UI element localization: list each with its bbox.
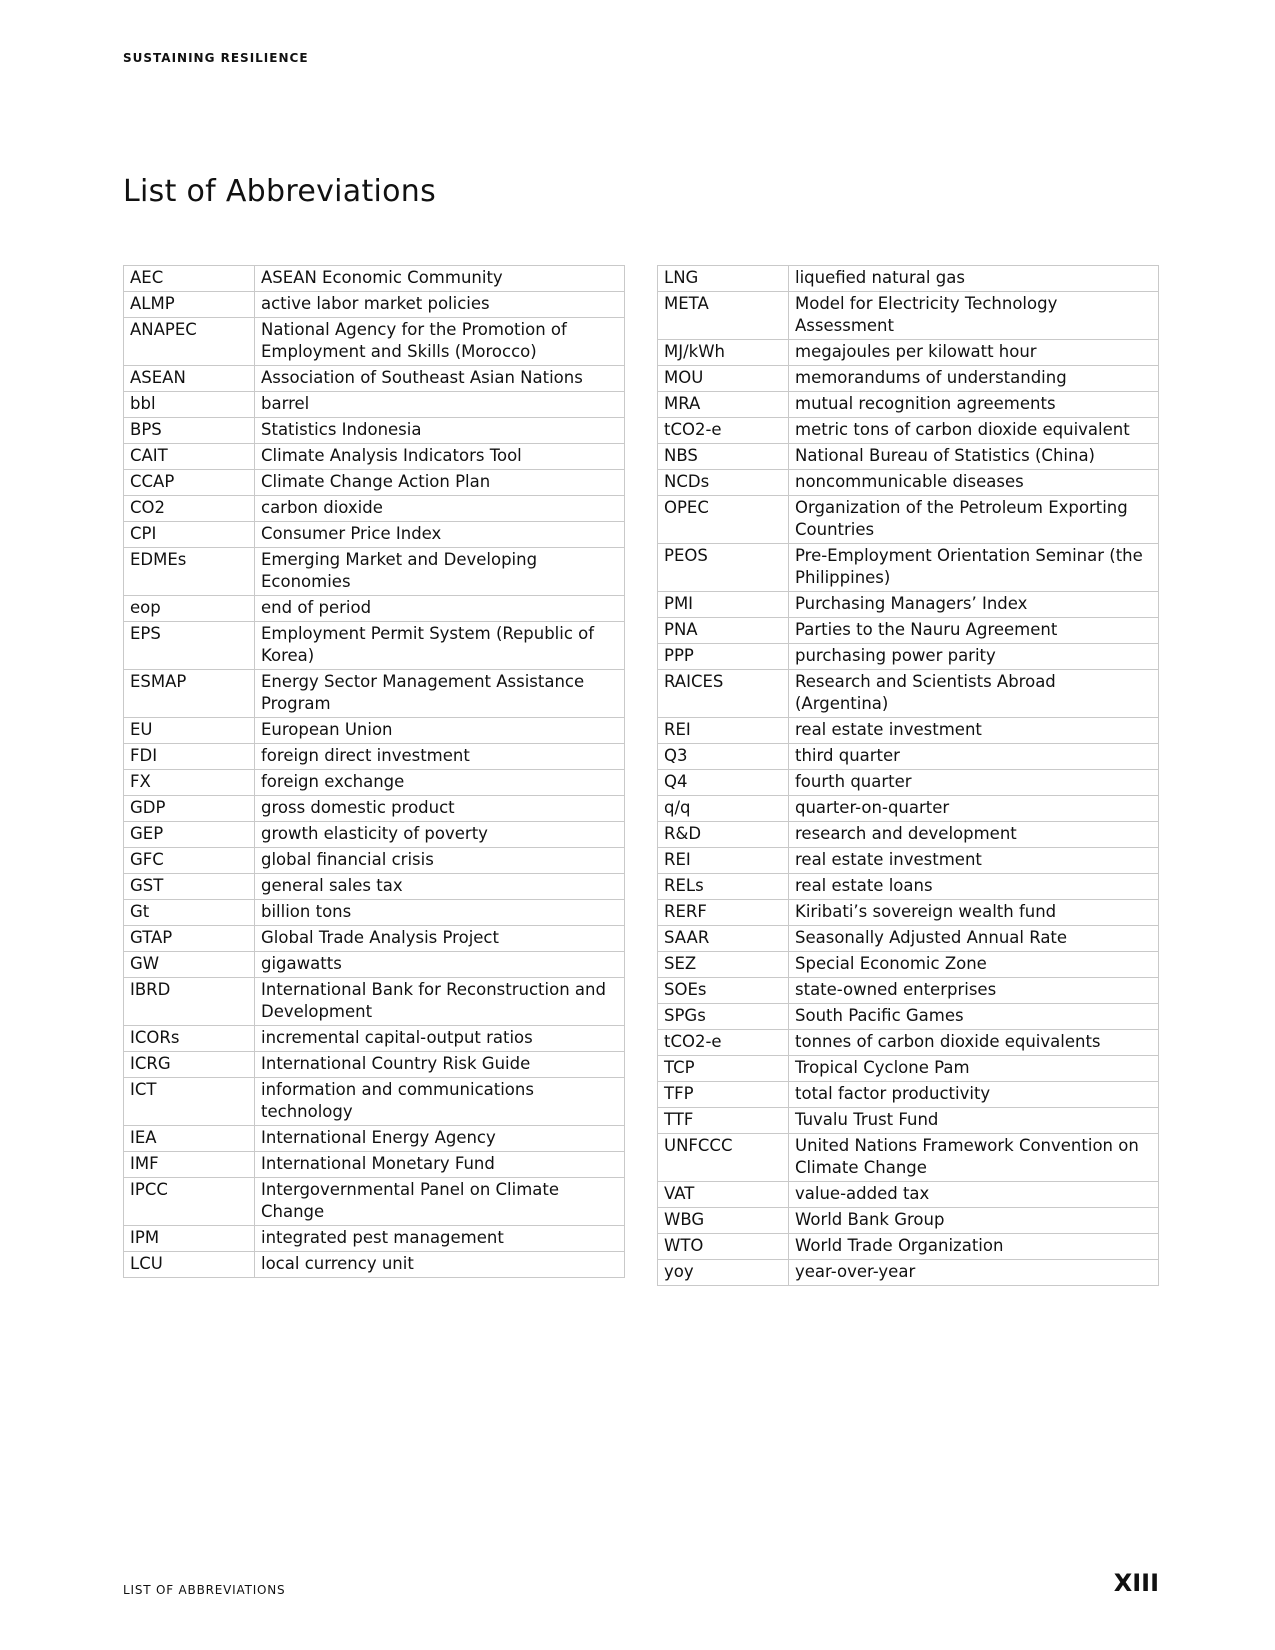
table-row <box>124 522 625 548</box>
definition-cell: International Energy Agency <box>255 1126 625 1152</box>
table-row <box>124 744 625 770</box>
abbreviation-cell: SEZ <box>658 952 789 978</box>
definition-cell: foreign direct investment <box>255 744 625 770</box>
abbreviation-cell: CCAP <box>124 470 255 496</box>
definition-cell: Model for Electricity Technology Assessment <box>789 292 1159 340</box>
definition-cell: South Pacific Games <box>789 1004 1159 1030</box>
abbreviation-cell: WBG <box>658 1208 789 1234</box>
table-row <box>124 670 625 718</box>
definition-cell: International Monetary Fund <box>255 1152 625 1178</box>
abbreviation-cell: MOU <box>658 366 789 392</box>
abbreviation-cell: Q4 <box>658 770 789 796</box>
table-row <box>124 1252 625 1278</box>
abbreviation-cell: FX <box>124 770 255 796</box>
abbreviation-cell: TFP <box>658 1082 789 1108</box>
definition-cell: World Trade Organization <box>789 1234 1159 1260</box>
definition-cell: Employment Permit System (Republic of Korea) <box>255 622 625 670</box>
abbreviation-cell: ESMAP <box>124 670 255 718</box>
abbreviation-cell: tCO2-e <box>658 418 789 444</box>
abbreviation-cell: yoy <box>658 1260 789 1286</box>
table-row <box>124 418 625 444</box>
table-row <box>124 318 625 366</box>
definition-cell: active labor market policies <box>255 292 625 318</box>
definition-cell: barrel <box>255 392 625 418</box>
abbreviation-cell: Q3 <box>658 744 789 770</box>
abbreviation-cell: ANAPEC <box>124 318 255 366</box>
abbreviation-cell: ICORs <box>124 1026 255 1052</box>
abbreviation-cell: q/q <box>658 796 789 822</box>
table-row <box>658 1056 1159 1082</box>
definition-cell: purchasing power parity <box>789 644 1159 670</box>
table-row <box>658 266 1159 292</box>
table-row <box>658 952 1159 978</box>
table-row <box>658 392 1159 418</box>
definition-cell: National Agency for the Promotion of Employment and Skills (Morocco) <box>255 318 625 366</box>
abbreviation-cell: CAIT <box>124 444 255 470</box>
abbreviation-cell: SAAR <box>658 926 789 952</box>
definition-cell: information and communications technology <box>255 1078 625 1126</box>
abbreviation-cell: OPEC <box>658 496 789 544</box>
definition-cell: global financial crisis <box>255 848 625 874</box>
table-row <box>658 1134 1159 1182</box>
table-row <box>658 1208 1159 1234</box>
definition-cell: tonnes of carbon dioxide equivalents <box>789 1030 1159 1056</box>
table-row <box>124 1078 625 1126</box>
definition-cell: megajoules per kilowatt hour <box>789 340 1159 366</box>
definition-cell: Purchasing Managers’ Index <box>789 592 1159 618</box>
table-row <box>658 418 1159 444</box>
abbreviations-table-right <box>657 265 1159 1286</box>
definition-cell: mutual recognition agreements <box>789 392 1159 418</box>
table-row <box>658 618 1159 644</box>
table-row <box>658 796 1159 822</box>
abbreviation-cell: NBS <box>658 444 789 470</box>
abbreviation-cell: TTF <box>658 1108 789 1134</box>
abbreviation-cell: MJ/kWh <box>658 340 789 366</box>
table-row <box>124 718 625 744</box>
definition-cell: Climate Change Action Plan <box>255 470 625 496</box>
table-row <box>658 1108 1159 1134</box>
abbreviation-cell: CPI <box>124 522 255 548</box>
table-row <box>124 822 625 848</box>
abbreviation-cell: LCU <box>124 1252 255 1278</box>
definition-cell: Tuvalu Trust Fund <box>789 1108 1159 1134</box>
definition-cell: noncommunicable diseases <box>789 470 1159 496</box>
table-row <box>124 900 625 926</box>
table-row <box>124 1226 625 1252</box>
definition-cell: United Nations Framework Convention on Climate Change <box>789 1134 1159 1182</box>
definition-cell: real estate investment <box>789 848 1159 874</box>
table-row <box>658 496 1159 544</box>
table-row <box>124 874 625 900</box>
abbreviation-cell: eop <box>124 596 255 622</box>
table-row <box>124 952 625 978</box>
table-row <box>124 848 625 874</box>
abbreviation-cell: ALMP <box>124 292 255 318</box>
table-row <box>658 1082 1159 1108</box>
abbreviation-cell: ICRG <box>124 1052 255 1078</box>
table-row <box>658 1030 1159 1056</box>
definition-cell: gross domestic product <box>255 796 625 822</box>
abbreviation-cell: RAICES <box>658 670 789 718</box>
abbreviation-cell: MRA <box>658 392 789 418</box>
abbreviation-cell: BPS <box>124 418 255 444</box>
table-row <box>658 592 1159 618</box>
abbreviation-cell: IPM <box>124 1226 255 1252</box>
definition-cell: World Bank Group <box>789 1208 1159 1234</box>
abbreviation-cell: SOEs <box>658 978 789 1004</box>
table-row <box>124 1152 625 1178</box>
page-number: XIII <box>1113 1569 1159 1597</box>
definition-cell: state-owned enterprises <box>789 978 1159 1004</box>
definition-cell: European Union <box>255 718 625 744</box>
definition-cell: local currency unit <box>255 1252 625 1278</box>
definition-cell: Research and Scientists Abroad (Argentina) <box>789 670 1159 718</box>
definition-cell: real estate investment <box>789 718 1159 744</box>
definition-cell: real estate loans <box>789 874 1159 900</box>
abbreviation-cell: GW <box>124 952 255 978</box>
definition-cell: International Country Risk Guide <box>255 1052 625 1078</box>
table-row <box>658 822 1159 848</box>
abbreviation-cell: bbl <box>124 392 255 418</box>
definition-cell: memorandums of understanding <box>789 366 1159 392</box>
definition-cell: liquefied natural gas <box>789 266 1159 292</box>
table-row <box>658 1260 1159 1286</box>
table-row <box>658 644 1159 670</box>
definition-cell: third quarter <box>789 744 1159 770</box>
table-row <box>658 1182 1159 1208</box>
abbreviation-cell: AEC <box>124 266 255 292</box>
abbreviation-cell: WTO <box>658 1234 789 1260</box>
table-row <box>124 1126 625 1152</box>
definition-cell: integrated pest management <box>255 1226 625 1252</box>
definition-cell: Global Trade Analysis Project <box>255 926 625 952</box>
abbreviation-cell: NCDs <box>658 470 789 496</box>
definition-cell: Energy Sector Management Assistance Program <box>255 670 625 718</box>
running-footer: LIST OF ABBREVIATIONS <box>123 1583 286 1597</box>
definition-cell: research and development <box>789 822 1159 848</box>
abbreviation-cell: tCO2-e <box>658 1030 789 1056</box>
abbreviation-cell: LNG <box>658 266 789 292</box>
table-row <box>124 266 625 292</box>
definition-cell: Parties to the Nauru Agreement <box>789 618 1159 644</box>
table-row <box>658 926 1159 952</box>
table-row <box>658 470 1159 496</box>
abbreviation-cell: TCP <box>658 1056 789 1082</box>
definition-cell: National Bureau of Statistics (China) <box>789 444 1159 470</box>
definition-cell: quarter-on-quarter <box>789 796 1159 822</box>
definition-cell: carbon dioxide <box>255 496 625 522</box>
table-row <box>124 770 625 796</box>
table-row <box>124 292 625 318</box>
definition-cell: ASEAN Economic Community <box>255 266 625 292</box>
abbreviation-cell: META <box>658 292 789 340</box>
table-row <box>124 548 625 596</box>
definition-cell: billion tons <box>255 900 625 926</box>
table-row <box>124 366 625 392</box>
abbreviation-cell: SPGs <box>658 1004 789 1030</box>
abbreviation-cell: EPS <box>124 622 255 670</box>
table-row <box>658 848 1159 874</box>
table-row <box>124 1052 625 1078</box>
definition-cell: fourth quarter <box>789 770 1159 796</box>
abbreviations-table-left <box>123 265 625 1278</box>
definition-cell: growth elasticity of poverty <box>255 822 625 848</box>
abbreviation-cell: IEA <box>124 1126 255 1152</box>
table-row <box>658 900 1159 926</box>
table-row <box>124 470 625 496</box>
abbreviation-cell: ICT <box>124 1078 255 1126</box>
abbreviation-cell: IPCC <box>124 1178 255 1226</box>
abbreviation-cell: GTAP <box>124 926 255 952</box>
definition-cell: Intergovernmental Panel on Climate Change <box>255 1178 625 1226</box>
abbreviation-cell: IBRD <box>124 978 255 1026</box>
table-row <box>124 496 625 522</box>
abbreviation-cell: GST <box>124 874 255 900</box>
table-row <box>658 292 1159 340</box>
table-row <box>658 874 1159 900</box>
abbreviation-cell: RERF <box>658 900 789 926</box>
table-row <box>124 444 625 470</box>
definition-cell: total factor productivity <box>789 1082 1159 1108</box>
abbreviation-cell: FDI <box>124 744 255 770</box>
abbreviation-cell: GDP <box>124 796 255 822</box>
table-row <box>658 744 1159 770</box>
table-row <box>658 366 1159 392</box>
definition-cell: Statistics Indonesia <box>255 418 625 444</box>
table-row <box>658 718 1159 744</box>
abbreviation-cell: Gt <box>124 900 255 926</box>
abbreviation-cell: R&D <box>658 822 789 848</box>
definition-cell: end of period <box>255 596 625 622</box>
table-row <box>658 670 1159 718</box>
abbreviation-cell: CO2 <box>124 496 255 522</box>
table-row <box>124 1026 625 1052</box>
table-row <box>658 444 1159 470</box>
definition-cell: Consumer Price Index <box>255 522 625 548</box>
abbreviation-cell: EU <box>124 718 255 744</box>
table-row <box>658 544 1159 592</box>
definition-cell: Climate Analysis Indicators Tool <box>255 444 625 470</box>
table-row <box>124 926 625 952</box>
table-row <box>124 796 625 822</box>
abbreviation-cell: PMI <box>658 592 789 618</box>
abbreviation-cell: PPP <box>658 644 789 670</box>
page-title: List of Abbreviations <box>123 174 437 209</box>
abbreviation-cell: GEP <box>124 822 255 848</box>
abbreviation-cell: REI <box>658 848 789 874</box>
abbreviation-cell: REI <box>658 718 789 744</box>
table-row <box>658 770 1159 796</box>
definition-cell: Organization of the Petroleum Exporting Countries <box>789 496 1159 544</box>
table-row <box>124 392 625 418</box>
abbreviation-cell: RELs <box>658 874 789 900</box>
table-row <box>658 340 1159 366</box>
abbreviation-cell: PNA <box>658 618 789 644</box>
table-row <box>658 978 1159 1004</box>
definition-cell: general sales tax <box>255 874 625 900</box>
definition-cell: Special Economic Zone <box>789 952 1159 978</box>
definition-cell: metric tons of carbon dioxide equivalent <box>789 418 1159 444</box>
table-row <box>124 978 625 1026</box>
abbreviation-cell: GFC <box>124 848 255 874</box>
definition-cell: Tropical Cyclone Pam <box>789 1056 1159 1082</box>
definition-cell: incremental capital-output ratios <box>255 1026 625 1052</box>
definition-cell: value-added tax <box>789 1182 1159 1208</box>
abbreviation-cell: VAT <box>658 1182 789 1208</box>
definition-cell: International Bank for Reconstruction and Development <box>255 978 625 1026</box>
definition-cell: Kiribati’s sovereign wealth fund <box>789 900 1159 926</box>
table-row <box>658 1004 1159 1030</box>
definition-cell: gigawatts <box>255 952 625 978</box>
table-row <box>124 1178 625 1226</box>
table-row <box>124 596 625 622</box>
abbreviation-cell: IMF <box>124 1152 255 1178</box>
definition-cell: foreign exchange <box>255 770 625 796</box>
abbreviation-cell: UNFCCC <box>658 1134 789 1182</box>
running-header: SUSTAINING RESILIENCE <box>123 51 309 65</box>
abbreviation-cell: PEOS <box>658 544 789 592</box>
definition-cell: Emerging Market and Developing Economies <box>255 548 625 596</box>
abbreviation-cell: ASEAN <box>124 366 255 392</box>
definition-cell: year-over-year <box>789 1260 1159 1286</box>
abbreviation-cell: EDMEs <box>124 548 255 596</box>
table-row <box>658 1234 1159 1260</box>
definition-cell: Association of Southeast Asian Nations <box>255 366 625 392</box>
table-row <box>124 622 625 670</box>
definition-cell: Pre-Employment Orientation Seminar (the Philippines) <box>789 544 1159 592</box>
definition-cell: Seasonally Adjusted Annual Rate <box>789 926 1159 952</box>
